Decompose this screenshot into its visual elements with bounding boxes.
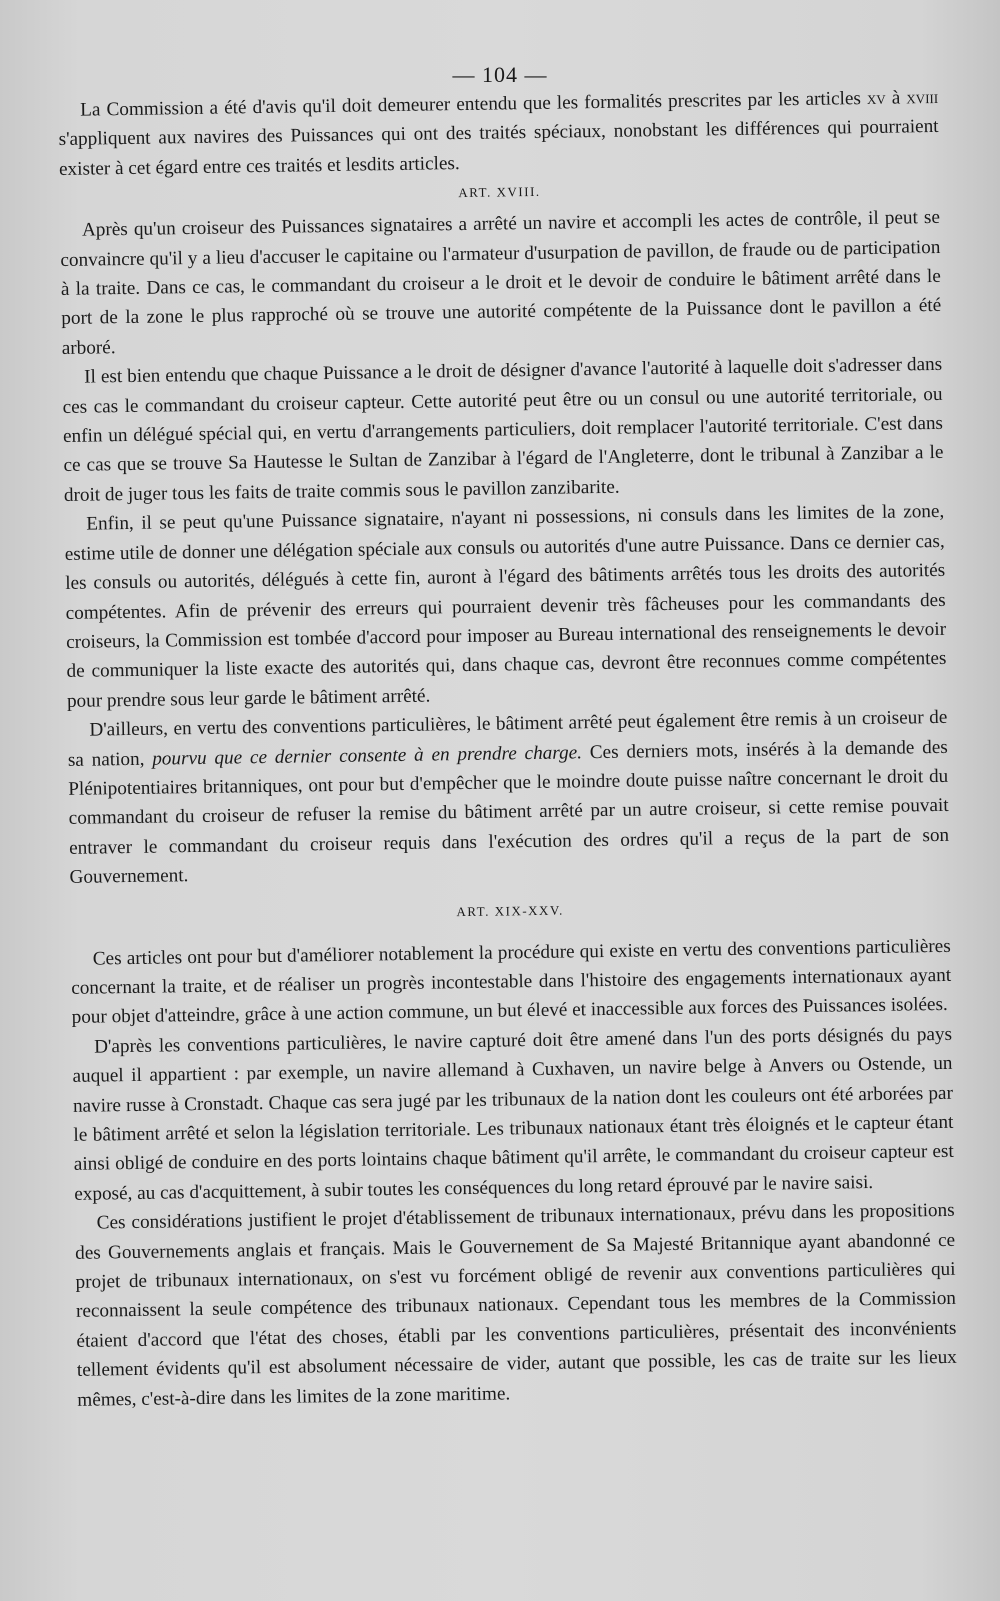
intro-text-1: La Commission a été d'avis qu'il doit demeurer entendu que les formalités prescrites par les articles bbox=[80, 88, 868, 121]
art18-paragraph-3: Enfin, il se peut qu'une Puissance signataire, n'ayant ni possessions, ni consuls dans les limites de la zone, estime utile de donner une délégation spéciale aux consuls ou autorités d'une autre Puissance. Dans ce dernier cas, les consuls ou autorités, délégués à cette fin, auront à l'égard des bâtiments arrêtés tous les droits des autorités compétentes. Afin de prévenir des erreurs qui pourraient devenir très fâcheuses pour les commandants des croiseurs, la Commission est tombée d'accord pour imposer au Bureau international des renseignements le devoir de communiquer la liste exacte des autorités qui, dans chaque cas, devront être reconnues comme compétentes pour prendre sous leur garde le bâtiment arrêté. bbox=[64, 501, 947, 712]
art18-p4-italic: pourvu que ce dernier consente à en prendre charge. bbox=[152, 741, 583, 770]
art18-paragraph-4 bbox=[67, 703, 950, 892]
intro-article-ref-2: xviii bbox=[906, 86, 939, 109]
article-heading-xix-xxv: ART. XIX-XXV. bbox=[456, 902, 564, 919]
intro-paragraph bbox=[58, 83, 939, 184]
page-number: — 104 — bbox=[452, 62, 548, 87]
art19-paragraph-3: Ces considérations justifient le projet d'établissement de tribunaux internationaux, prévu dans les propositions des Gouvernements anglais et français. Mais le Gouvernement de Sa Majesté Britannique ayant abandonné ce projet de tribunaux internationaux, on s'est vu forcément obligé de revenir aux conventions particulières qui reconnaissent la seule compétence des tribunaux nationaux. Cependant tous les membres de la Commission étaient d'accord que l'état des choses, établi par les conventions particulières, présentait des inconvénients tellement évidents qu'il est absolument nécessaire de vider, autant que possible, les cas de traite sur les lieux mêmes, c'est-à-dire dans les limites de la zone maritime. bbox=[75, 1200, 957, 1411]
art18-p4-text-1: D'ailleurs, en vertu des conventions particulières, le bâtiment arrêté peut également être remis à un croiseur de sa nation, bbox=[67, 707, 948, 771]
intro-article-ref-1: xv bbox=[866, 87, 886, 109]
art19-paragraph-1: Ces articles ont pour but d'améliorer notablement la procédure qui existe en vertu des conventions particulières concernant la traite, et de réaliser un progrès incontestable dans l'histoire des engagements internationaux ayant pour objet d'atteindre, grâce à une action commune, un but élevé et inaccessible aux forces des Puissances isolées. bbox=[71, 935, 952, 1029]
art19-paragraph-2: D'après les conventions particulières, le navire capturé doit être amené dans l'un des ports désignés du pays auquel il appartient : par exemple, un navire allemand à Cuxhaven, un navire belge à Anvers ou Ostende, un navire russe à Cronstadt. Chaque cas sera jugé par les tribunaux de la nation dont les couleurs ont été arborées par le bâtiment arrêté et selon la législation territoriale. Les tribunaux nationaux étant très éloignés et le capteur étant ainsi obligé de conduire en des ports lointains chaque bâtiment qu'il arrête, le commandant du croiseur capteur est exposé, au cas d'acquittement, à subir toutes les conséquences du long retard éprouvé par le navire saisi. bbox=[72, 1023, 954, 1205]
intro-text-3: s'appliquent aux navires des Puissances qui ont des traités spéciaux, nonobstant les différences qui pourraient exister à cet égard entre ces traités et lesdits articles. bbox=[58, 116, 939, 180]
page-body bbox=[58, 83, 957, 1415]
art18-paragraph-2: Il est bien entendu que chaque Puissance a le droit de désigner d'avance l'autorité à laquelle doit s'adresser dans ces cas le commandant du croiseur capteur. Cette autorité peut être ou un consul ou une autorité territoriale, ou enfin un délégué spécial qui, en vertu d'arrangements particuliers, doit remplacer l'autorité territoriale. C'est dans ce cas que se trouve Sa Hautesse le Sultan de Zanzibar à l'égard de l'Angleterre, dont le tribunal à Zanzibar a le droit de juger tous les faits de traite commis sous le pavillon zanzibarite. bbox=[62, 354, 944, 506]
intro-text-2: à bbox=[885, 87, 907, 109]
art18-p4-text-2: Ces derniers mots, insérés à la demande des Plénipotentiaires britanniques, ont pour but d'empêcher que le moindre doute puisse naître concernant le droit du commandant du croiseur de refuser la remise du bâtiment arrêté par un autre croiseur, si cette remise pouvait entraver le commandant du croiseur requis dans l'exécution des ordres qu'il a reçus de la part de son Gouvernement. bbox=[68, 736, 950, 889]
art18-paragraph-1: Après qu'un croiseur des Puissances signataires a arrêté un navire et accompli les actes de contrôle, il peut se convaincre qu'il y a lieu d'accuser le capitaine ou l'armateur d'usurpation de pavillon, de fraude ou de participation à la traite. Dans ce cas, le commandant du croiseur a le droit et le devoir de conduire le bâtiment arrêté dans le port de la zone le plus rapproché où se trouve une autorité compétente de la Puissance dont le pavillon a été arboré. bbox=[60, 207, 942, 359]
article-heading-xviii: ART. XVIII. bbox=[458, 184, 541, 201]
